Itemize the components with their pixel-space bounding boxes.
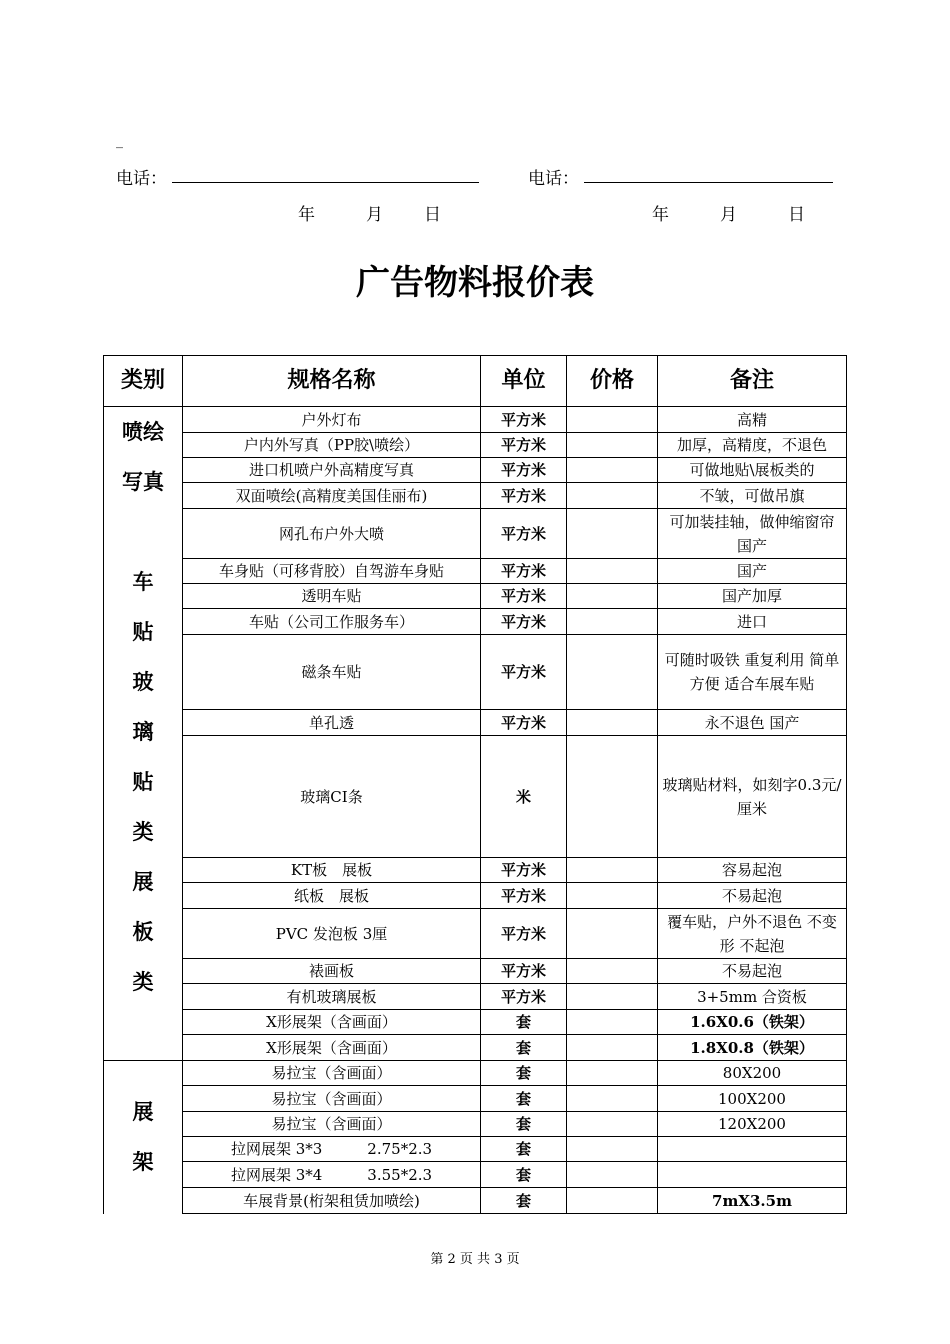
column-header-price: 价格 [567,356,658,407]
unit-cell: 平方米 [481,710,567,736]
category-cell-display-stand [104,1061,183,1214]
date-day-right: 日 [788,205,805,225]
unit-cell: 平方米 [481,407,567,433]
column-header-unit: 单位 [481,356,567,407]
category-label: 喷绘 写真 车 贴 玻 璃 贴 类 展 板 类 [122,420,164,994]
unit-cell: 平方米 [481,483,567,509]
table-row [104,1035,847,1061]
spec-name-cell: 纸板 展板 [183,883,481,909]
unit-cell: 平方米 [481,883,567,909]
note-cell: 80X200 [658,1061,847,1086]
note-cell: 1.8X0.8（铁架） [658,1035,847,1061]
date-month-left: 月 [366,205,383,225]
unit-cell: 套 [481,1035,567,1061]
spec-name-cell: 拉网展架 3*3 2.75*2.3 [183,1137,481,1162]
unit-cell: 平方米 [481,509,567,559]
price-cell [567,883,658,909]
column-header-note: 备注 [658,356,847,407]
table-row [104,559,847,584]
price-cell [567,1112,658,1137]
note-cell: 容易起泡 [658,858,847,883]
spec-name-cell: 裱画板 [183,959,481,984]
unit-cell: 平方米 [481,559,567,584]
spec-name-cell: 有机玻璃展板 [183,984,481,1010]
note-cell: 1.6X0.6（铁架） [658,1010,847,1035]
spec-name-cell: 易拉宝（含画面） [183,1112,481,1137]
spec-name-cell: KT板 展板 [183,858,481,883]
quote-table [103,355,847,1214]
unit-cell: 平方米 [481,858,567,883]
spec-name-cell: 车展背景(桁架租赁加喷绘) [183,1188,481,1214]
spec-name-cell: 易拉宝（含画面） [183,1086,481,1112]
note-cell: 高精 [658,407,847,433]
unit-cell: 平方米 [481,433,567,458]
page-title: 广告物料报价表 [356,263,594,303]
date-year-left: 年 [298,205,315,225]
note-cell: 进口 [658,609,847,635]
price-cell [567,736,658,858]
spec-name-cell: 透明车贴 [183,584,481,609]
note-cell: 可加装挂轴，做伸缩窗帘 国产 [658,509,847,559]
unit-cell: 套 [481,1188,567,1214]
unit-cell: 套 [481,1162,567,1188]
date-day-left: 日 [424,205,441,225]
note-cell: 不易起泡 [658,959,847,984]
page-footer: 第 2 页 共 3 页 [430,1252,520,1267]
column-header-spec: 规格名称 [183,356,481,407]
spec-name-cell: 进口机喷户外高精度写真 [183,458,481,483]
spec-name-cell: 车贴（公司工作服务车） [183,609,481,635]
price-cell [567,635,658,710]
price-cell [567,609,658,635]
date-month-right: 月 [720,205,737,225]
spec-name-cell: X形展架（含画面） [183,1035,481,1061]
price-cell [567,559,658,584]
table-row [104,959,847,984]
table-row [104,1010,847,1035]
spec-name-cell: 户内外写真（PP胶\喷绘） [183,433,481,458]
price-cell [567,433,658,458]
price-cell [567,509,658,559]
note-cell: 120X200 [658,1112,847,1137]
table-row [104,858,847,883]
header-dash: _ [116,133,123,149]
table-row [104,1112,847,1137]
spec-name-cell: 磁条车贴 [183,635,481,710]
note-cell: 不皱，可做吊旗 [658,483,847,509]
note-cell: 永不退色 国产 [658,710,847,736]
note-cell [658,1162,847,1188]
price-cell [567,1035,658,1061]
note-cell: 覆车贴，户外不退色 不变形 不起泡 [658,909,847,959]
price-cell [567,458,658,483]
unit-cell: 套 [481,1137,567,1162]
spec-name-cell: 单孔透 [183,710,481,736]
unit-cell: 平方米 [481,609,567,635]
table-header-row [104,356,847,407]
note-cell: 可随时吸铁 重复利用 简单方便 适合车展车贴 [658,635,847,710]
unit-cell: 套 [481,1112,567,1137]
price-cell [567,483,658,509]
price-cell [567,858,658,883]
note-cell: 加厚，高精度，不退色 [658,433,847,458]
column-header-category: 类别 [104,356,183,407]
table-row [104,984,847,1010]
unit-cell: 套 [481,1010,567,1035]
category-label: 展 架 [132,1100,154,1175]
note-cell: 可做地贴\展板类的 [658,458,847,483]
table-row [104,1162,847,1188]
phone-label-right: 电话： [528,169,579,189]
note-cell: 国产 [658,559,847,584]
price-cell [567,1086,658,1112]
note-cell: 玻璃贴材料，如刻字0.3元/厘米 [658,736,847,858]
note-cell: 国产加厚 [658,584,847,609]
note-cell: 3+5mm 合资板 [658,984,847,1010]
price-cell [567,909,658,959]
table-row [104,635,847,710]
table-row [104,433,847,458]
table-row [104,736,847,858]
category-cell-print [104,407,183,1061]
spec-name-cell: 易拉宝（含画面） [183,1061,481,1086]
unit-cell: 平方米 [481,959,567,984]
table-row [104,883,847,909]
table-row [104,710,847,736]
table-row [104,1137,847,1162]
date-year-right: 年 [652,205,669,225]
unit-cell: 平方米 [481,909,567,959]
price-cell [567,1162,658,1188]
table-row [104,509,847,559]
price-cell [567,710,658,736]
price-cell [567,584,658,609]
price-cell [567,1061,658,1086]
price-cell [567,1010,658,1035]
unit-cell: 平方米 [481,635,567,710]
unit-cell: 套 [481,1061,567,1086]
spec-name-cell: X形展架（含画面） [183,1010,481,1035]
spec-name-cell: 玻璃CI条 [183,736,481,858]
spec-name-cell: 双面喷绘(高精度美国佳丽布) [183,483,481,509]
note-cell: 7mX3.5m [658,1188,847,1214]
table-row [104,483,847,509]
price-cell [567,959,658,984]
phone-line-left [172,182,479,183]
unit-cell: 米 [481,736,567,858]
table-row [104,1188,847,1214]
price-cell [567,407,658,433]
table-row [104,1086,847,1112]
table-row [104,458,847,483]
unit-cell: 平方米 [481,584,567,609]
spec-name-cell: 户外灯布 [183,407,481,433]
table-row [104,909,847,959]
unit-cell: 套 [481,1086,567,1112]
note-cell: 不易起泡 [658,883,847,909]
table-row [104,584,847,609]
price-cell [567,1137,658,1162]
spec-name-cell: PVC 发泡板 3厘 [183,909,481,959]
phone-label-left: 电话： [116,169,167,189]
spec-name-cell: 车身贴（可移背胶）自驾游车身贴 [183,559,481,584]
price-cell [567,1188,658,1214]
unit-cell: 平方米 [481,458,567,483]
table-row [104,1061,847,1086]
unit-cell: 平方米 [481,984,567,1010]
spec-name-cell: 网孔布户外大喷 [183,509,481,559]
price-cell [567,984,658,1010]
spec-name-cell: 拉网展架 3*4 3.55*2.3 [183,1162,481,1188]
table-row [104,407,847,433]
phone-line-right [584,182,833,183]
note-cell: 100X200 [658,1086,847,1112]
note-cell [658,1137,847,1162]
table-row [104,609,847,635]
